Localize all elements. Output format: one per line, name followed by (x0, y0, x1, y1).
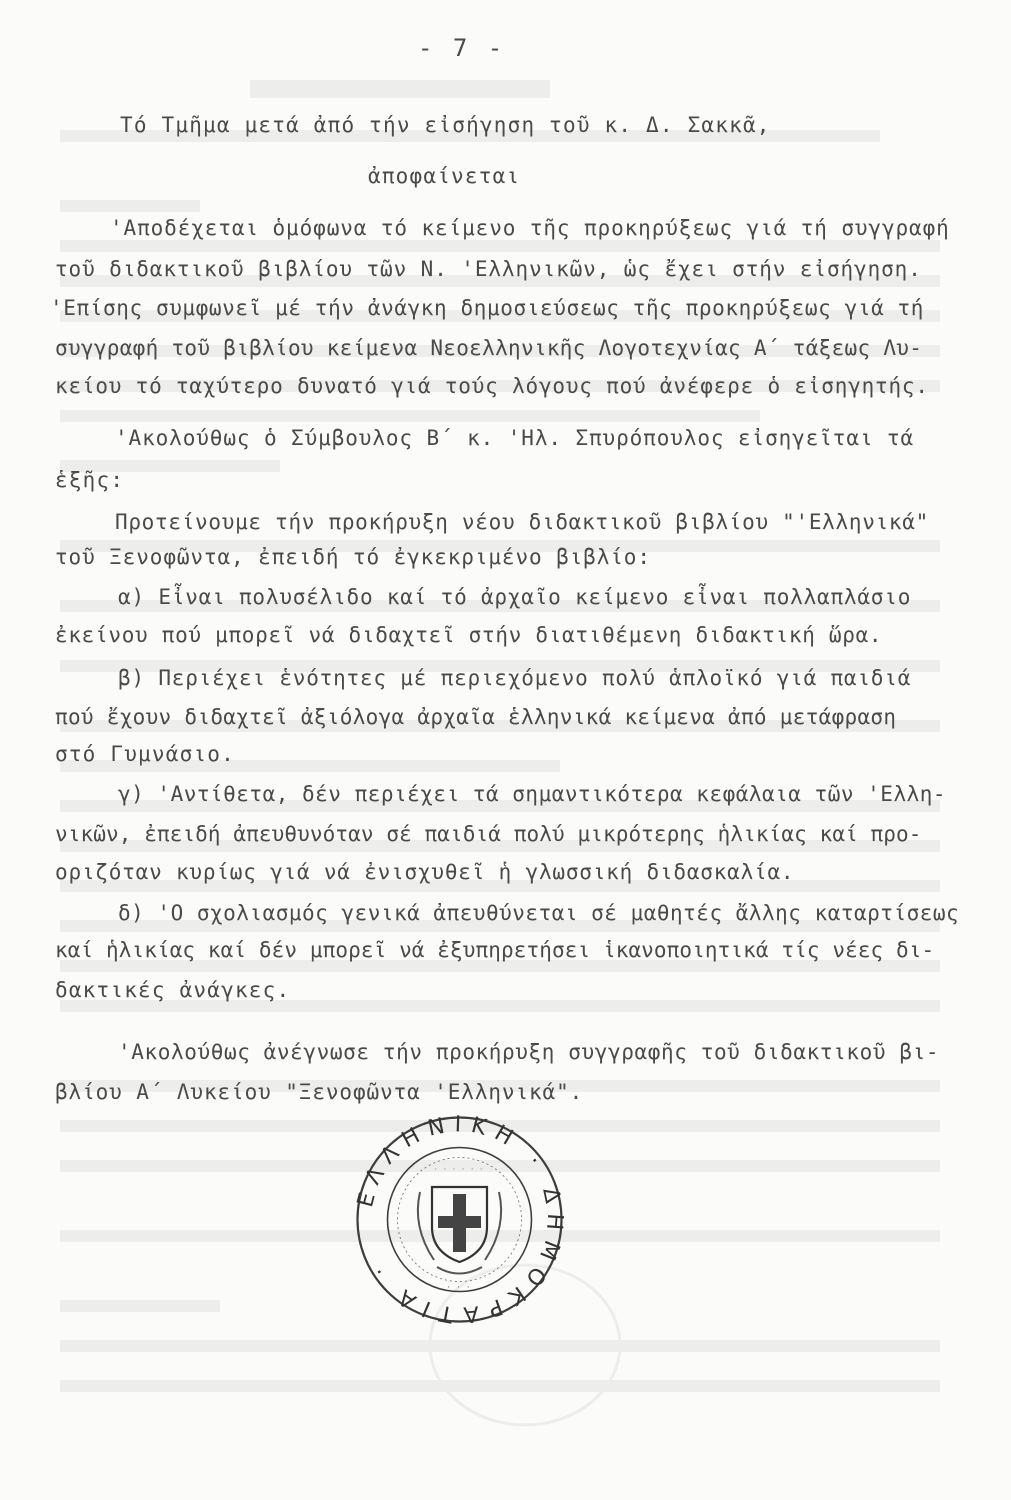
paragraph-line: τοῦ διδακτικοῦ βιβλίου τῶν Ν. 'Ελληνικῶν, ὡς ἔχει στήν εἰσήγηση. (55, 257, 922, 281)
paragraph-line: συγγραφή τοῦ βιβλίου κείμενα Νεοελληνικῆς Λογοτεχνίας Α΄ τάξεως Λυ- (55, 336, 923, 360)
intro-line: Τό Τμῆμα μετά ἀπό τήν εἰσήγηση τοῦ κ. Δ. Σακκᾶ, (120, 113, 771, 137)
list-item-a-cont: ἐκείνου πού μπορεῖ νά διδαχτεῖ στήν διατιθέμενη διδακτική ὥρα. (55, 623, 883, 647)
paragraph-line: ἑξῆς: (55, 468, 125, 492)
list-item-a: α) Εἶναι πολυσέλιδο καί τό ἀρχαῖο κείμενο εἶναι πολλαπλάσιο (118, 585, 912, 609)
paragraph-line: κείου τό ταχύτερο δυνατό γιά τούς λόγους πού ἀνέφερε ὁ εἰσηγητής. (55, 374, 929, 398)
list-item-d-cont: καί ἡλικίας καί δέν μπορεῖ νά ἐξυπηρετήσει ἱκανοποιητικά τίς νέες δι- (55, 938, 935, 962)
svg-text:· · ·: · · · (447, 1283, 472, 1293)
paragraph-line: 'Ακολούθως ὁ Σύμβουλος Β΄ κ. 'Ηλ. Σπυρόπουλος εἰσηγεῖται τά (115, 426, 915, 450)
svg-text:ΕΛΛΗΝΙΚΗ · ΔΗΜΟΚΡΑΤΙΑ ·: ΕΛΛΗΝΙΚΗ · ΔΗΜΟΚΡΑΤΙΑ · (353, 1112, 567, 1327)
list-item-d-cont: δακτικές ἀνάγκες. (55, 978, 291, 1002)
paragraph-line: 'Αποδέχεται ὁμόφωνα τό κείμενο τῆς προκηρύξεως γιά τή συγγραφή (110, 216, 950, 240)
list-item-c-cont: οριζόταν κυρίως γιά νά ἐνισχυθεῖ ἡ γλωσσική διδασκαλία. (55, 860, 795, 884)
official-seal (352, 1112, 567, 1327)
list-item-b-cont: στό Γυμνάσιο. (55, 742, 235, 766)
page-number: - 7 - (418, 34, 506, 62)
list-item-c: γ) 'Αντίθετα, δέν περιέχει τά σημαντικότερα κεφάλαια τῶν 'Ελλη- (118, 782, 947, 806)
paragraph-line: 'Ακολούθως ἀνέγνωσε τήν προκήρυξη συγγραφῆς τοῦ διδακτικοῦ βι- (118, 1040, 940, 1064)
list-item-b-cont: πού ἔχουν διδαχτεῖ ἀξιόλογα ἀρχαῖα ἑλληνικά κείμενα ἀπό μετάφραση (55, 705, 897, 729)
list-item-b: β) Περιέχει ἑνότητες μέ περιεχόμενο πολύ ἁπλοϊκό γιά παιδιά (118, 666, 912, 690)
list-item-c-cont: νικῶν, ἐπειδή ἀπευθυνόταν σέ παιδιά πολύ μικρότερης ἡλικίας καί προ- (55, 822, 922, 846)
list-item-d: δ) 'Ο σχολιασμός γενικά ἀπευθύνεται σέ μαθητές ἄλλης καταρτίσεως (118, 901, 960, 925)
svg-text:· · · · · ·: · · · · · · (434, 1165, 485, 1174)
paragraph-line: τοῦ Ξενοφῶντα, ἐπειδή τό ἐγκεκριμένο βιβλίο: (55, 545, 651, 569)
coat-of-arms-icon (418, 1187, 501, 1274)
decision-heading: ἀποφαίνεται (368, 164, 521, 188)
paragraph-line: Προτείνουμε τήν προκήρυξη νέου διδακτικοῦ βιβλίου "'Ελληνικά" (115, 510, 929, 534)
paragraph-line: 'Επίσης συμφωνεῖ μέ τήν ἀνάγκη δημοσιεύσεως τῆς προκηρύξεως γιά τή (50, 296, 925, 320)
paragraph-line: βλίου Α΄ Λυκείου "Ξενοφῶντα 'Ελληνικά". (55, 1080, 584, 1104)
